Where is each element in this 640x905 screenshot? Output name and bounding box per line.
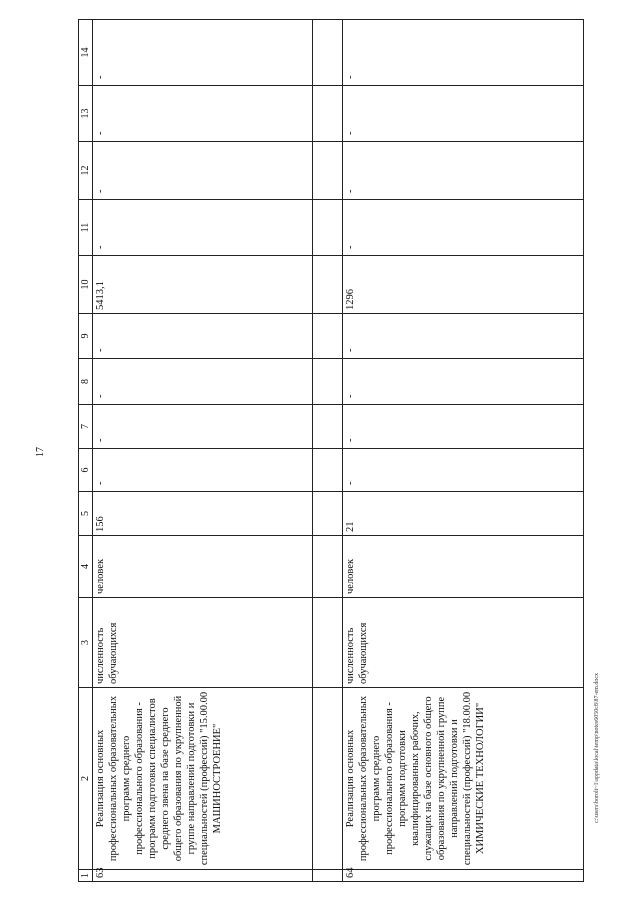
value-col-5: 156 [93,492,313,536]
empty-cell [312,405,342,449]
empty-cell [312,200,342,256]
value-col-8: - [342,359,583,405]
value-col-14: - [342,20,583,86]
empty-cell [312,314,342,359]
value-col-11: - [93,200,313,256]
value-col-8: - [93,359,313,405]
value-col-10: 1296 [342,256,583,314]
header-col-12: 12 [79,142,93,200]
empty-cell [312,449,342,492]
empty-cell [312,256,342,314]
header-col-11: 11 [79,200,93,256]
empty-cell [312,536,342,598]
header-col-14: 14 [79,20,93,86]
empty-cell [312,86,342,142]
unit-of-measure: человек [342,536,583,598]
value-col-9: - [93,314,313,359]
table-row [93,20,313,882]
header-col-8: 8 [79,359,93,405]
value-col-5: 21 [342,492,583,536]
header-row [79,20,93,882]
empty-cell [312,20,342,86]
empty-cell [312,359,342,405]
header-col-6: 6 [79,449,93,492]
header-col-7: 7 [79,405,93,449]
value-col-14: - [93,20,313,86]
value-col-10: 5413,1 [93,256,313,314]
table-row [342,20,583,882]
indicator-name: численность обучающихся [93,598,313,688]
program-name: Реализация основных профессиональных образовательных программ среднего профессионального образования - программ подготовки специалистов среднего звена на базе среднего общего образования по укрупненной группе направлений подготовки и специальностей (профессий) "15.00.00 МАШИНОСТРОЕНИЕ" [93,688,313,870]
unit-of-measure: человек [93,536,313,598]
header-col-4: 4 [79,536,93,598]
page-number: 17 [35,447,46,457]
empty-cell [312,142,342,200]
value-col-7: - [93,405,313,449]
indicator-name: численность обучающихся [342,598,583,688]
header-col-2: 2 [79,688,93,870]
table-row-empty [312,20,342,882]
program-name: Реализация основных профессиональных образовательных программ среднего профессионального образования - программ подготовки квалифицированных рабочих, служащих на базе основного общего образования по укрупненной группе направлений подготовки и специальностей (профессий) "18.00.00 ХИМИЧЕСКИЕ ТЕХНОЛОГИИ" [342,688,583,870]
value-col-12: - [342,142,583,200]
value-col-9: - [342,314,583,359]
value-col-6: - [342,449,583,492]
header-col-5: 5 [79,492,93,536]
value-col-6: - [93,449,313,492]
value-col-13: - [93,86,313,142]
row-number: 64 [342,870,583,882]
header-col-9: 9 [79,314,93,359]
table-container [78,20,584,882]
header-col-1: 1 [79,870,93,882]
value-col-12: - [93,142,313,200]
empty-cell [312,598,342,688]
value-col-11: - [342,200,583,256]
data-table [78,19,584,882]
rotated-table [78,20,584,882]
value-col-13: - [342,86,583,142]
file-path-footer: c:\users\boroli~1\appdata\local\temp\notes6050c8\87-em.docx [594,672,600,824]
header-col-10: 10 [79,256,93,314]
header-col-13: 13 [79,86,93,142]
empty-cell [312,870,342,882]
empty-cell [312,688,342,870]
value-col-7: - [342,405,583,449]
empty-cell [312,492,342,536]
row-number: 63 [93,870,313,882]
header-col-3: 3 [79,598,93,688]
